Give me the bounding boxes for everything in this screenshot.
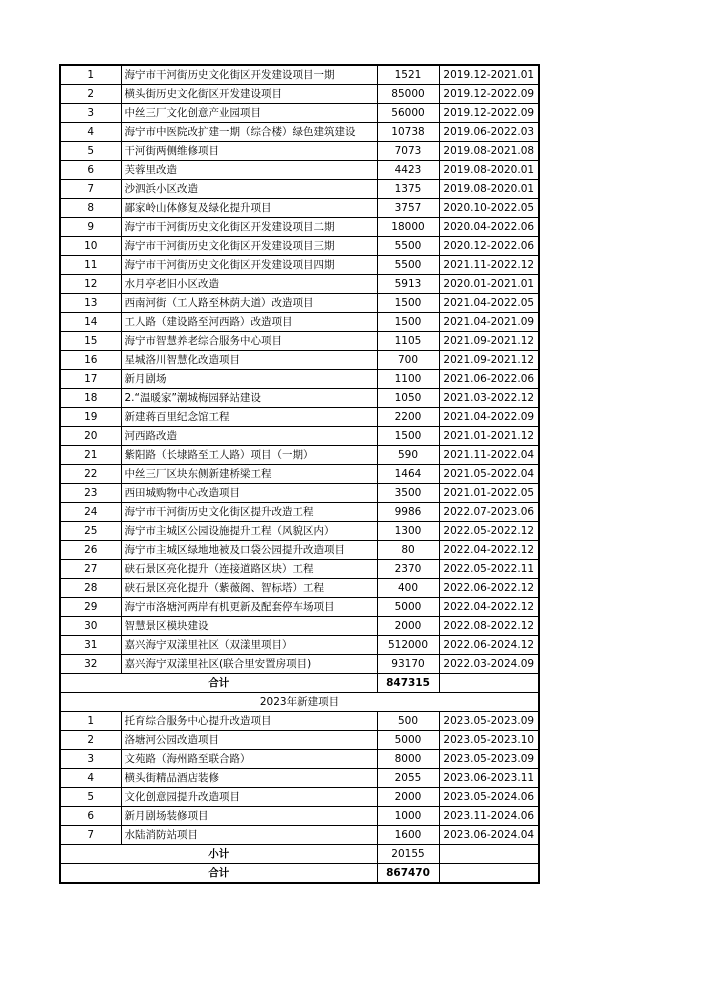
row-number-cell: 6 (60, 161, 121, 180)
project-name-cell: 鄙家岭山体修复及绿化提升项目 (121, 199, 377, 218)
row-number-cell: 26 (60, 541, 121, 560)
project-name-cell: 海宁市干河街历史文化街区开发建设项目一期 (121, 65, 377, 85)
period-cell: 2021.04-2022.09 (439, 408, 539, 427)
project-name-cell: 海宁市干河街历史文化街区提升改造工程 (121, 503, 377, 522)
project-name-cell: 硖石景区亮化提升（连接道路区块）工程 (121, 560, 377, 579)
row-number-cell: 5 (60, 142, 121, 161)
period-cell: 2023.05-2023.10 (439, 731, 539, 750)
table-row (60, 522, 539, 541)
investment-cell: 5000 (377, 731, 439, 750)
row-number-cell: 3 (60, 750, 121, 769)
investment-cell: 2000 (377, 617, 439, 636)
period-cell: 2022.03-2024.09 (439, 655, 539, 674)
investment-cell: 512000 (377, 636, 439, 655)
table-row (60, 484, 539, 503)
investment-cell: 3757 (377, 199, 439, 218)
project-name-cell: 海宁市主城区绿地地被及口袋公园提升改造项目 (121, 541, 377, 560)
period-cell: 2022.06-2022.12 (439, 579, 539, 598)
project-name-cell: 托育综合服务中心提升改造项目 (121, 712, 377, 731)
investment-cell: 1300 (377, 522, 439, 541)
table-row (60, 142, 539, 161)
period-cell: 2023.06-2024.04 (439, 826, 539, 845)
period-cell: 2021.04-2022.05 (439, 294, 539, 313)
period-cell: 2022.07-2023.06 (439, 503, 539, 522)
period-cell: 2022.05-2022.11 (439, 560, 539, 579)
empty-cell (439, 845, 539, 864)
table-row (60, 541, 539, 560)
period-cell: 2020.12-2022.06 (439, 237, 539, 256)
empty-cell (439, 674, 539, 693)
investment-cell: 1050 (377, 389, 439, 408)
row-number-cell: 3 (60, 104, 121, 123)
period-cell: 2019.08-2020.01 (439, 180, 539, 199)
project-name-cell: 海宁市中医院改扩建一期（综合楼）绿色建筑建设 (121, 123, 377, 142)
table-row (60, 579, 539, 598)
project-name-cell: 芙蓉里改造 (121, 161, 377, 180)
grand-total-label: 合计 (60, 864, 377, 884)
investment-cell: 5913 (377, 275, 439, 294)
row-number-cell: 12 (60, 275, 121, 294)
table-row (60, 180, 539, 199)
table-row (60, 712, 539, 731)
period-cell: 2019.12-2022.09 (439, 104, 539, 123)
table-row (60, 237, 539, 256)
period-cell: 2021.11-2022.04 (439, 446, 539, 465)
period-cell: 2021.09-2021.12 (439, 351, 539, 370)
investment-cell: 2000 (377, 788, 439, 807)
project-name-cell: 2.“温暖家”潮城梅园驿站建设 (121, 389, 377, 408)
table-row (60, 788, 539, 807)
investment-cell: 400 (377, 579, 439, 598)
row-number-cell: 31 (60, 636, 121, 655)
project-name-cell: 文化创意园提升改造项目 (121, 788, 377, 807)
period-cell: 2022.04-2022.12 (439, 598, 539, 617)
investment-cell: 1500 (377, 427, 439, 446)
table-row (60, 598, 539, 617)
investment-cell: 2055 (377, 769, 439, 788)
project-table (59, 64, 540, 884)
project-name-cell: 横头街历史文化街区开发建设项目 (121, 85, 377, 104)
table-row (60, 313, 539, 332)
project-name-cell: 海宁市智慧养老综合服务中心项目 (121, 332, 377, 351)
period-cell: 2023.11-2024.06 (439, 807, 539, 826)
project-name-cell: 横头街精品酒店装修 (121, 769, 377, 788)
investment-cell: 1600 (377, 826, 439, 845)
row-number-cell: 32 (60, 655, 121, 674)
period-cell: 2019.08-2021.08 (439, 142, 539, 161)
project-name-cell: 沙泗浜小区改造 (121, 180, 377, 199)
project-name-cell: 海宁市洛塘河两岸有机更新及配套停车场项目 (121, 598, 377, 617)
table-row (60, 427, 539, 446)
investment-cell: 1000 (377, 807, 439, 826)
row-number-cell: 11 (60, 256, 121, 275)
table-row (60, 636, 539, 655)
row-number-cell: 29 (60, 598, 121, 617)
table-row (60, 85, 539, 104)
period-cell: 2021.01-2022.05 (439, 484, 539, 503)
project-name-cell: 智慧景区模块建设 (121, 617, 377, 636)
row-number-cell: 17 (60, 370, 121, 389)
table-row (60, 256, 539, 275)
table-row (60, 161, 539, 180)
row-number-cell: 10 (60, 237, 121, 256)
period-cell: 2021.05-2022.04 (439, 465, 539, 484)
table-row (60, 826, 539, 845)
period-cell: 2022.08-2022.12 (439, 617, 539, 636)
table-row (60, 199, 539, 218)
investment-cell: 9986 (377, 503, 439, 522)
row-number-cell: 21 (60, 446, 121, 465)
row-number-cell: 8 (60, 199, 121, 218)
project-name-cell: 西南河街（工人路至林荫大道）改造项目 (121, 294, 377, 313)
table-row (60, 769, 539, 788)
project-name-cell: 海宁市干河街历史文化街区开发建设项目三期 (121, 237, 377, 256)
table-row (60, 275, 539, 294)
period-cell: 2020.01-2021.01 (439, 275, 539, 294)
period-cell: 2019.12-2022.09 (439, 85, 539, 104)
row-number-cell: 30 (60, 617, 121, 636)
subtotal-label: 小计 (60, 845, 377, 864)
project-name-cell: 洛塘河公园改造项目 (121, 731, 377, 750)
row-number-cell: 6 (60, 807, 121, 826)
row-number-cell: 25 (60, 522, 121, 541)
investment-cell: 85000 (377, 85, 439, 104)
row-number-cell: 20 (60, 427, 121, 446)
period-cell: 2021.01-2021.12 (439, 427, 539, 446)
row-number-cell: 14 (60, 313, 121, 332)
investment-cell: 80 (377, 541, 439, 560)
period-cell: 2023.05-2023.09 (439, 712, 539, 731)
table-row (60, 408, 539, 427)
period-cell: 2023.06-2023.11 (439, 769, 539, 788)
row-number-cell: 2 (60, 85, 121, 104)
subtotal-row (60, 845, 539, 864)
row-number-cell: 9 (60, 218, 121, 237)
row-number-cell: 4 (60, 769, 121, 788)
period-cell: 2023.05-2023.09 (439, 750, 539, 769)
project-name-cell: 文苑路（海州路至联合路） (121, 750, 377, 769)
table-row (60, 446, 539, 465)
table-row (60, 65, 539, 85)
row-number-cell: 4 (60, 123, 121, 142)
period-cell: 2019.08-2020.01 (439, 161, 539, 180)
project-name-cell: 海宁市干河街历史文化街区开发建设项目二期 (121, 218, 377, 237)
investment-cell: 1105 (377, 332, 439, 351)
table-row (60, 294, 539, 313)
project-name-cell: 中丝三厂文化创意产业园项目 (121, 104, 377, 123)
investment-cell: 2370 (377, 560, 439, 579)
row-number-cell: 22 (60, 465, 121, 484)
investment-cell: 1375 (377, 180, 439, 199)
table-row (60, 655, 539, 674)
investment-cell: 10738 (377, 123, 439, 142)
table-row (60, 351, 539, 370)
project-name-cell: 海宁市干河街历史文化街区开发建设项目四期 (121, 256, 377, 275)
project-name-cell: 中丝三厂区块东侧新建桥梁工程 (121, 465, 377, 484)
table-row (60, 332, 539, 351)
row-number-cell: 28 (60, 579, 121, 598)
investment-cell: 1521 (377, 65, 439, 85)
investment-cell: 700 (377, 351, 439, 370)
subtotal-value: 20155 (377, 845, 439, 864)
project-name-cell: 西田城购物中心改造项目 (121, 484, 377, 503)
investment-cell: 5500 (377, 237, 439, 256)
row-number-cell: 1 (60, 65, 121, 85)
section-title: 2023年新建项目 (60, 693, 539, 712)
period-cell: 2022.05-2022.12 (439, 522, 539, 541)
table-row (60, 560, 539, 579)
project-name-cell: 水陆消防站项目 (121, 826, 377, 845)
table-row (60, 503, 539, 522)
project-name-cell: 工人路（建设路至河西路）改造项目 (121, 313, 377, 332)
table-row (60, 807, 539, 826)
total-value: 847315 (377, 674, 439, 693)
investment-cell: 8000 (377, 750, 439, 769)
project-name-cell: 水月亭老旧小区改造 (121, 275, 377, 294)
investment-cell: 7073 (377, 142, 439, 161)
investment-cell: 93170 (377, 655, 439, 674)
investment-cell: 500 (377, 712, 439, 731)
project-name-cell: 新月剧场装修项目 (121, 807, 377, 826)
period-cell: 2022.04-2022.12 (439, 541, 539, 560)
row-number-cell: 16 (60, 351, 121, 370)
period-cell: 2019.12-2021.01 (439, 65, 539, 85)
project-table-body (60, 65, 539, 883)
table-row (60, 104, 539, 123)
table-row (60, 617, 539, 636)
period-cell: 2021.04-2021.09 (439, 313, 539, 332)
project-name-cell: 新月剧场 (121, 370, 377, 389)
total-label: 合计 (60, 674, 377, 693)
investment-cell: 1500 (377, 313, 439, 332)
period-cell: 2019.06-2022.03 (439, 123, 539, 142)
table-row (60, 389, 539, 408)
empty-cell (439, 864, 539, 884)
period-cell: 2021.09-2021.12 (439, 332, 539, 351)
investment-cell: 2200 (377, 408, 439, 427)
investment-cell: 5500 (377, 256, 439, 275)
investment-cell: 1500 (377, 294, 439, 313)
project-name-cell: 干河街两侧维修项目 (121, 142, 377, 161)
table-row (60, 465, 539, 484)
row-number-cell: 7 (60, 180, 121, 199)
row-number-cell: 18 (60, 389, 121, 408)
project-name-cell: 嘉兴海宁双漾里社区(联合里安置房项目) (121, 655, 377, 674)
investment-cell: 56000 (377, 104, 439, 123)
row-number-cell: 2 (60, 731, 121, 750)
project-name-cell: 嘉兴海宁双漾里社区（双漾里项目） (121, 636, 377, 655)
grand-total-row (60, 864, 539, 884)
project-name-cell: 海宁市主城区公园设施提升工程（风貌区内） (121, 522, 377, 541)
investment-cell: 3500 (377, 484, 439, 503)
period-cell: 2021.03-2022.12 (439, 389, 539, 408)
table-row (60, 750, 539, 769)
row-number-cell: 24 (60, 503, 121, 522)
period-cell: 2021.11-2022.12 (439, 256, 539, 275)
investment-cell: 4423 (377, 161, 439, 180)
grand-total-value: 867470 (377, 864, 439, 884)
project-name-cell: 紫阳路（长埭路至工人路）项目（一期） (121, 446, 377, 465)
project-name-cell: 新建蒋百里纪念馆工程 (121, 408, 377, 427)
investment-cell: 18000 (377, 218, 439, 237)
period-cell: 2022.06-2024.12 (439, 636, 539, 655)
investment-cell: 5000 (377, 598, 439, 617)
table-row (60, 123, 539, 142)
row-number-cell: 27 (60, 560, 121, 579)
table-row (60, 218, 539, 237)
investment-cell: 590 (377, 446, 439, 465)
period-cell: 2023.05-2024.06 (439, 788, 539, 807)
period-cell: 2020.04-2022.06 (439, 218, 539, 237)
row-number-cell: 1 (60, 712, 121, 731)
period-cell: 2021.06-2022.06 (439, 370, 539, 389)
investment-cell: 1464 (377, 465, 439, 484)
table-row (60, 370, 539, 389)
row-number-cell: 13 (60, 294, 121, 313)
total-row (60, 674, 539, 693)
project-name-cell: 硖石景区亮化提升（紫薇阁、智标塔）工程 (121, 579, 377, 598)
period-cell: 2020.10-2022.05 (439, 199, 539, 218)
row-number-cell: 23 (60, 484, 121, 503)
investment-cell: 1100 (377, 370, 439, 389)
table-row (60, 731, 539, 750)
project-name-cell: 星城洛川智慧化改造项目 (121, 351, 377, 370)
section-header-row (60, 693, 539, 712)
row-number-cell: 15 (60, 332, 121, 351)
row-number-cell: 5 (60, 788, 121, 807)
row-number-cell: 7 (60, 826, 121, 845)
project-name-cell: 河西路改造 (121, 427, 377, 446)
row-number-cell: 19 (60, 408, 121, 427)
